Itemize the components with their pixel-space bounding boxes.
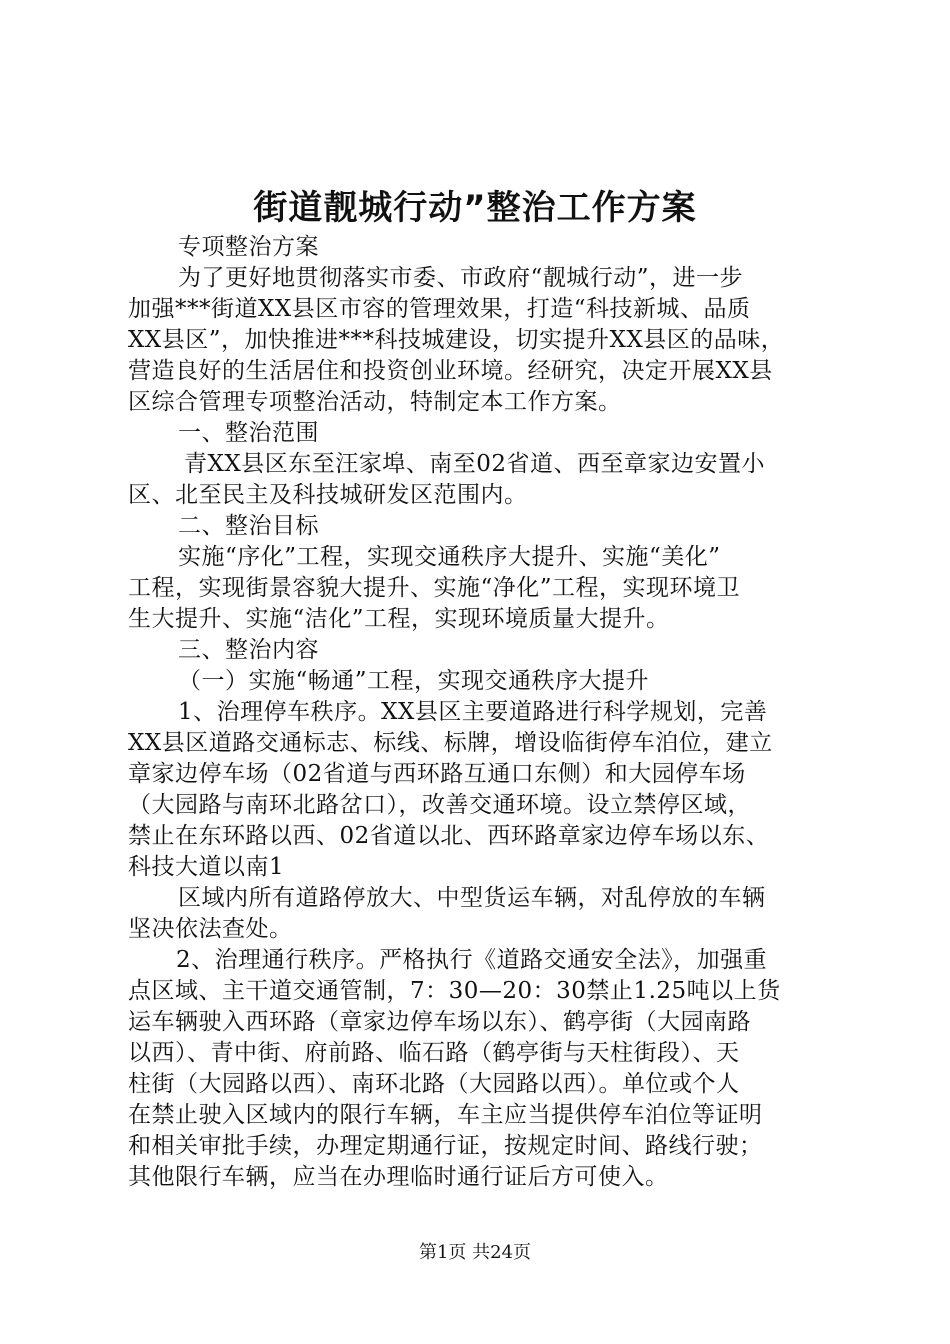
paragraph-line: 青XX县区东至汪家埠、南至02省道、西至章家边安置小 bbox=[184, 451, 766, 477]
paragraph-line: 柱街（大园路以西）、南环北路（大园路以西）。单位或个人 bbox=[128, 1071, 740, 1097]
paragraph-line: 以西）、青中街、府前路、临石路（鹤亭街与天柱街段）、天 bbox=[128, 1040, 740, 1066]
paragraph-line: 科技大道以南1 bbox=[128, 854, 285, 880]
document-title: 街道靓城行动”整治工作方案 bbox=[253, 188, 697, 228]
paragraph-line: 加强***街道XX县区市容的管理效果，打造“科技新城、品质 bbox=[128, 296, 751, 322]
document-body bbox=[128, 232, 836, 1193]
section-heading: 三、整治内容 bbox=[178, 637, 319, 663]
paragraph-line: XX县区”，加快推进***科技城建设，切实提升XX县区的品味， bbox=[128, 327, 785, 353]
paragraph-line: （大园路与南环北路岔口），改善交通环境。设立禁停区域， bbox=[128, 792, 751, 818]
paragraph-line: 运车辆驶入西环路（章家边停车场以东）、鹤亭街（大园南路 bbox=[128, 1009, 751, 1035]
section-heading: 二、整治目标 bbox=[178, 513, 319, 539]
paragraph-line: 区综合管理专项整治活动，特制定本工作方案。 bbox=[128, 389, 622, 415]
paragraph-line: 1、治理停车秩序。XX县区主要道路进行科学规划，完善 bbox=[178, 699, 768, 725]
subsection-heading: （一）实施“畅通”工程，实现交通秩序大提升 bbox=[178, 668, 650, 694]
paragraph-line: 区域内所有道路停放大、中型货运车辆，对乱停放的车辆 bbox=[178, 885, 766, 911]
paragraph-line: 为了更好地贯彻落实市委、市政府“靓城行动”，进一步 bbox=[178, 265, 744, 291]
paragraph-line: 点区域、主干道交通管制，7：30—20：30禁止1.25吨以上货 bbox=[128, 978, 781, 1004]
paragraph-line: 营造良好的生活居住和投资创业环境。经研究，决定开展XX县 bbox=[128, 358, 773, 384]
paragraph-line: 章家边停车场（02省道与西环路互通口东侧）和大园停车场 bbox=[128, 761, 746, 787]
paragraph-line: 生大提升、实施“洁化”工程，实现环境质量大提升。 bbox=[128, 606, 670, 632]
paragraph-line: 区、北至民主及科技城研发区范围内。 bbox=[128, 482, 528, 508]
paragraph-line: 工程，实现街景容貌大提升、实施“净化”工程，实现环境卫 bbox=[128, 575, 741, 601]
section-heading: 一、整治范围 bbox=[178, 420, 319, 446]
paragraph-line: XX县区道路交通标志、标线、标牌，增设临街停车泊位，建立 bbox=[128, 730, 773, 756]
page-number: 第1页 共24页 bbox=[418, 1242, 532, 1263]
paragraph-line: 和相关审批手续，办理定期通行证，按规定时间、路线行驶； bbox=[128, 1133, 763, 1159]
section-subtitle: 专项整治方案 bbox=[178, 234, 319, 260]
paragraph-line: 其他限行车辆，应当在办理临时通行证后方可使入。 bbox=[128, 1164, 669, 1190]
paragraph-line: 坚决依法查处。 bbox=[128, 916, 293, 942]
paragraph-line: 禁止在东环路以西、02省道以北、西环路章家边停车场以东、 bbox=[128, 823, 770, 849]
paragraph-line: 在禁止驶入区域内的限行车辆，车主应当提供停车泊位等证明 bbox=[128, 1102, 763, 1128]
paragraph-line: 2、治理通行秩序。严格执行《道路交通安全法》，加强重 bbox=[176, 947, 768, 973]
paragraph-line: 实施“序化”工程，实现交通秩序大提升、实施“美化” bbox=[178, 544, 721, 570]
